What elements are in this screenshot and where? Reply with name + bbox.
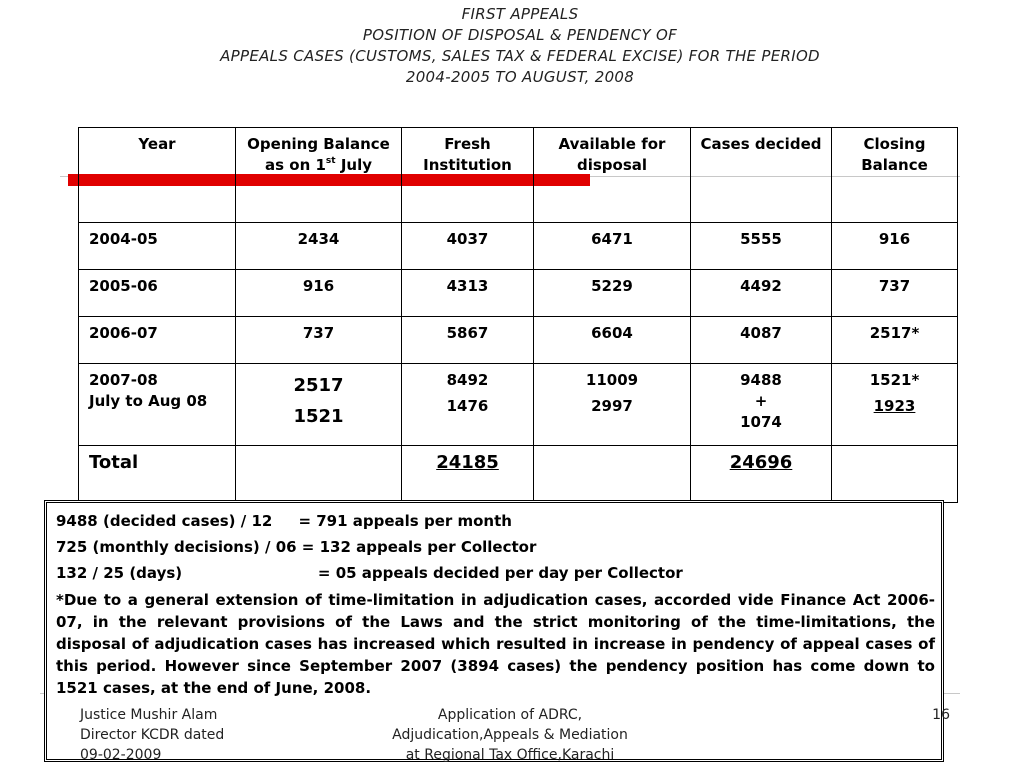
table-total-row: [79, 446, 958, 503]
cell-opening: 916: [236, 270, 402, 317]
footer-date: 09-02-2009: [80, 747, 162, 763]
cell-year: 2004-05: [79, 223, 236, 270]
title-line-1: FIRST APPEALS: [461, 5, 579, 23]
footer-caption-line-2: Adjudication,Appeals & Mediation: [392, 727, 628, 743]
footer-author: [80, 705, 310, 765]
cell-closing: 737: [832, 270, 958, 317]
title-line-3: APPEALS CASES (CUSTOMS, SALES TAX & FEDERAL EXCISE) FOR THE PERIOD: [220, 47, 820, 65]
available-july-aug: 2997: [591, 397, 633, 415]
header-year: Year: [79, 128, 236, 223]
table-row: [79, 270, 958, 317]
total-fresh: 24185: [402, 446, 534, 503]
cell-year: [79, 364, 236, 446]
header-available-for-disposal: Available for disposal: [534, 128, 691, 223]
total-decided: 24696: [691, 446, 832, 503]
footnote-text: *Due to a general extension of time-limitation in adjudication cases, accorded vide Finance Act 2006-07, in the relevant provisions of the Laws and the strict monitoring of the time-limitations, the disposal of adjudication cases has increased which resulted in increase in pendency of appeal cases of this period. However since September 2007 (3894 cases) the pendency position has come down to 1521 cases, at the end of June, 2008.: [56, 591, 935, 697]
footer-caption-line-1: Application of ADRC,: [437, 707, 583, 723]
cell-fresh: 4037: [402, 223, 534, 270]
cell-available: [534, 364, 691, 446]
header-cases-decided: Cases decided: [691, 128, 832, 223]
calc-line-per-collector: 725 (monthly decisions) / 06 = 132 appeals per Collector: [56, 538, 537, 556]
cell-available: 6604: [534, 317, 691, 364]
footer-author-name: Justice Mushir Alam: [80, 707, 218, 723]
available-2007-08: 11009: [585, 371, 639, 389]
year-2007-08: 2007-08: [89, 371, 158, 389]
cell-fresh: 4313: [402, 270, 534, 317]
cell-available: 6471: [534, 223, 691, 270]
appeals-table: [78, 127, 958, 503]
cell-opening: 2434: [236, 223, 402, 270]
decided-2007-08: 9488: [740, 371, 782, 389]
footer-caption-line-3: at Regional Tax Office,Karachi: [405, 747, 615, 763]
cell-opening: 737: [236, 317, 402, 364]
cell-decided: 4492: [691, 270, 832, 317]
cell-year: 2005-06: [79, 270, 236, 317]
opening-2007-08: 2517: [293, 375, 344, 396]
header-closing-balance: Closing Balance: [832, 128, 958, 223]
decided-plus-sign: +: [754, 392, 768, 410]
total-label: Total: [79, 446, 236, 503]
cell-decided: [691, 364, 832, 446]
closing-july-aug: 1923: [873, 397, 916, 415]
cell-closing: 916: [832, 223, 958, 270]
header-fresh-institution: Fresh Institution: [402, 128, 534, 223]
table-header-row: [79, 128, 958, 223]
cell-fresh: 5867: [402, 317, 534, 364]
cell-closing: [832, 364, 958, 446]
page-number: 16: [932, 707, 950, 723]
fresh-july-aug: 1476: [446, 397, 489, 415]
opening-july-aug: 1521: [293, 406, 344, 427]
cell-empty: [832, 446, 958, 503]
footer-caption: [330, 705, 690, 765]
cell-decided: 4087: [691, 317, 832, 364]
calc-line-per-day: 132 / 25 (days) = 05 appeals decided per day per Collector: [56, 564, 683, 582]
cell-empty: [534, 446, 691, 503]
cell-decided: 5555: [691, 223, 832, 270]
slide-title: [60, 4, 980, 88]
table-row-2007-08: [79, 364, 958, 446]
cell-closing: 2517*: [832, 317, 958, 364]
cell-year: 2006-07: [79, 317, 236, 364]
closing-2007-08: 1521*: [869, 371, 920, 389]
cell-fresh: [402, 364, 534, 446]
table-row: [79, 317, 958, 364]
title-line-2: POSITION OF DISPOSAL & PENDENCY OF: [362, 26, 678, 44]
calc-line-monthly: 9488 (decided cases) / 12 = 791 appeals per month: [56, 512, 512, 530]
cell-available: 5229: [534, 270, 691, 317]
fresh-2007-08: 8492: [446, 371, 489, 389]
decided-july-aug: 1074: [740, 413, 782, 431]
cell-empty: [236, 446, 402, 503]
table-row: [79, 223, 958, 270]
year-july-to-aug: July to Aug 08: [89, 392, 208, 410]
header-opening-balance: Opening Balance as on 1st July: [236, 128, 402, 223]
cell-opening: [236, 364, 402, 446]
footer-author-title: Director KCDR dated: [80, 727, 225, 743]
title-line-4: 2004-2005 TO AUGUST, 2008: [405, 68, 635, 86]
